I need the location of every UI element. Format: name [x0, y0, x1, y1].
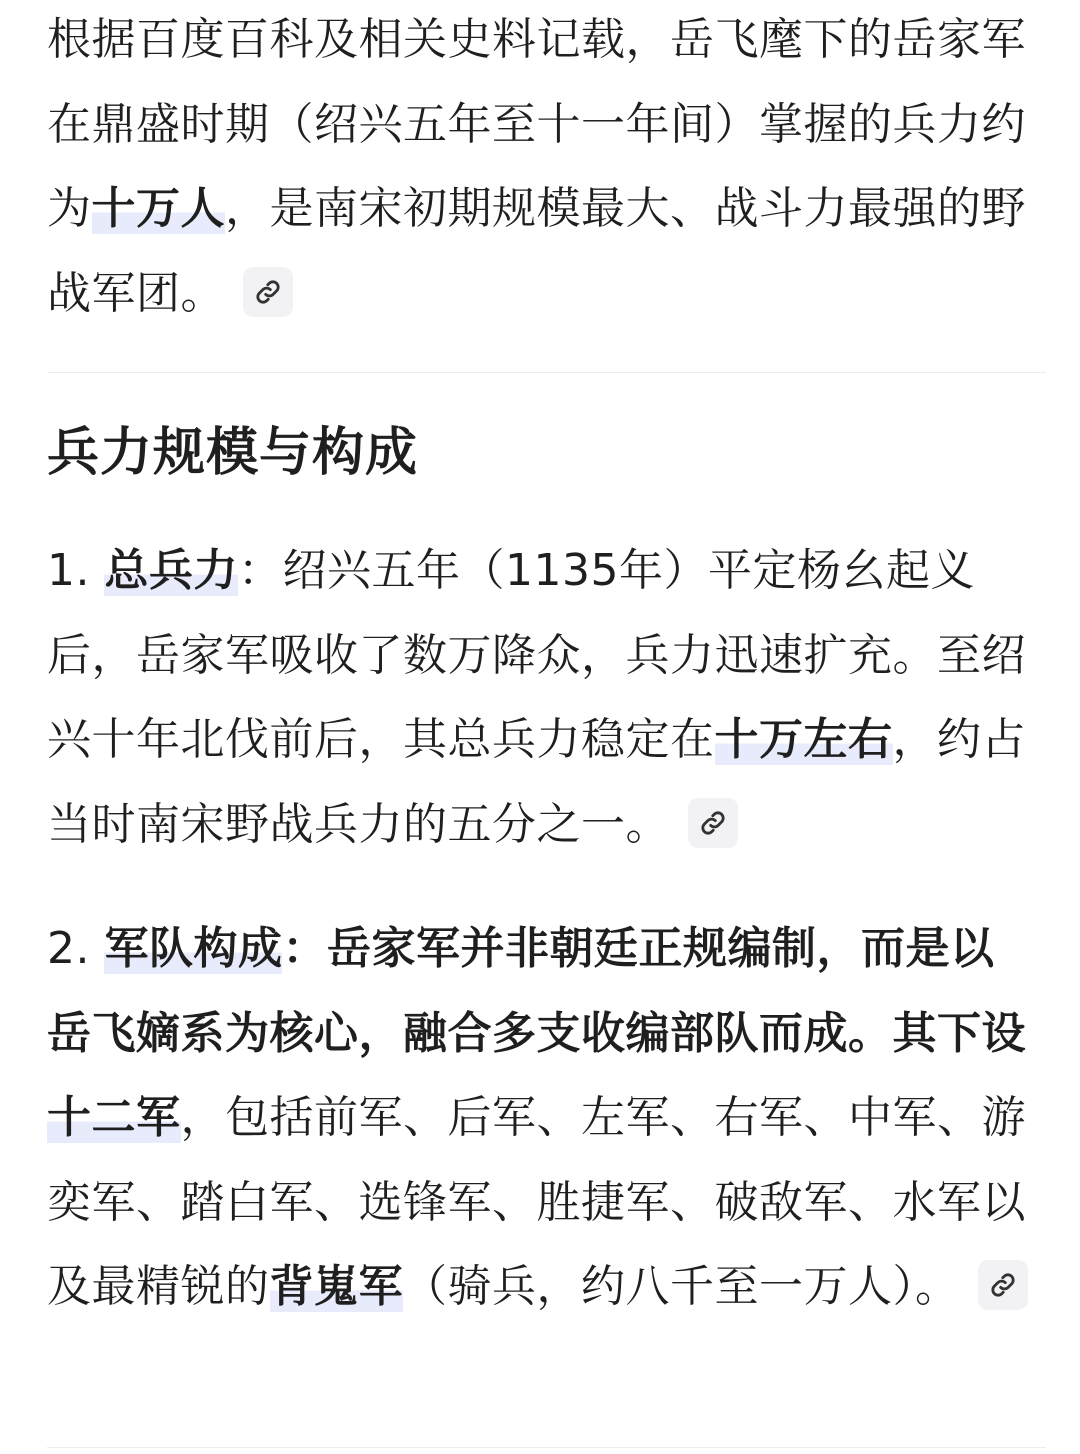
list-term: 总兵力	[104, 545, 238, 596]
list-highlight: 十二军	[47, 1092, 181, 1143]
section-heading: 兵力规模与构成	[47, 423, 419, 483]
list-term: 军队构成	[104, 923, 283, 974]
intro-paragraph	[47, 0, 1033, 336]
intro-text-end: ，是南宋初期规模最大、战斗力最强的野战军团。	[47, 183, 1026, 319]
list-number: 1.	[47, 545, 90, 596]
section-divider	[47, 372, 1046, 373]
list-item-army-composition	[47, 907, 1033, 1330]
link-icon	[254, 278, 282, 306]
intro-highlight: 十万人	[91, 183, 225, 234]
link-icon	[989, 1271, 1017, 1299]
list-item-total-troops	[47, 529, 1033, 867]
list-text: ，包括前军、后军、左军、右军、中军、游奕军、踏白军、选锋军、胜捷军、破敌军、水军以及最精锐的	[47, 1092, 1026, 1312]
list-text-end: ，约占当时南宋野战兵力的五分之一。	[47, 714, 1026, 850]
list-text: ：绍兴五年（1135年）平定杨幺起义后，岳家军吸收了数万降众，兵力迅速扩充。至绍兴十年北伐前后，其总兵力稳定在	[47, 545, 1026, 765]
link-icon	[699, 809, 727, 837]
list-bold-text: ：岳家军并非朝廷正规编制，而是以岳飞嫡系为核心，融合多支收编部队而成。其下设	[47, 923, 1026, 1059]
list-highlight: 十万左右	[714, 714, 893, 765]
list-number: 2.	[47, 923, 90, 974]
intro-text: 根据百度百科及相关史料记载，岳飞麾下的岳家军在鼎盛时期（绍兴五年至十一年间）掌握的兵力约为	[47, 14, 1026, 234]
list-highlight-2: 背嵬军	[269, 1261, 403, 1312]
source-link-button[interactable]	[243, 267, 293, 317]
list-text-end: （骑兵，约八千至一万人）。	[403, 1261, 960, 1312]
source-link-button[interactable]	[688, 798, 738, 848]
source-link-button[interactable]	[978, 1260, 1028, 1310]
bottom-divider	[47, 1447, 1046, 1448]
